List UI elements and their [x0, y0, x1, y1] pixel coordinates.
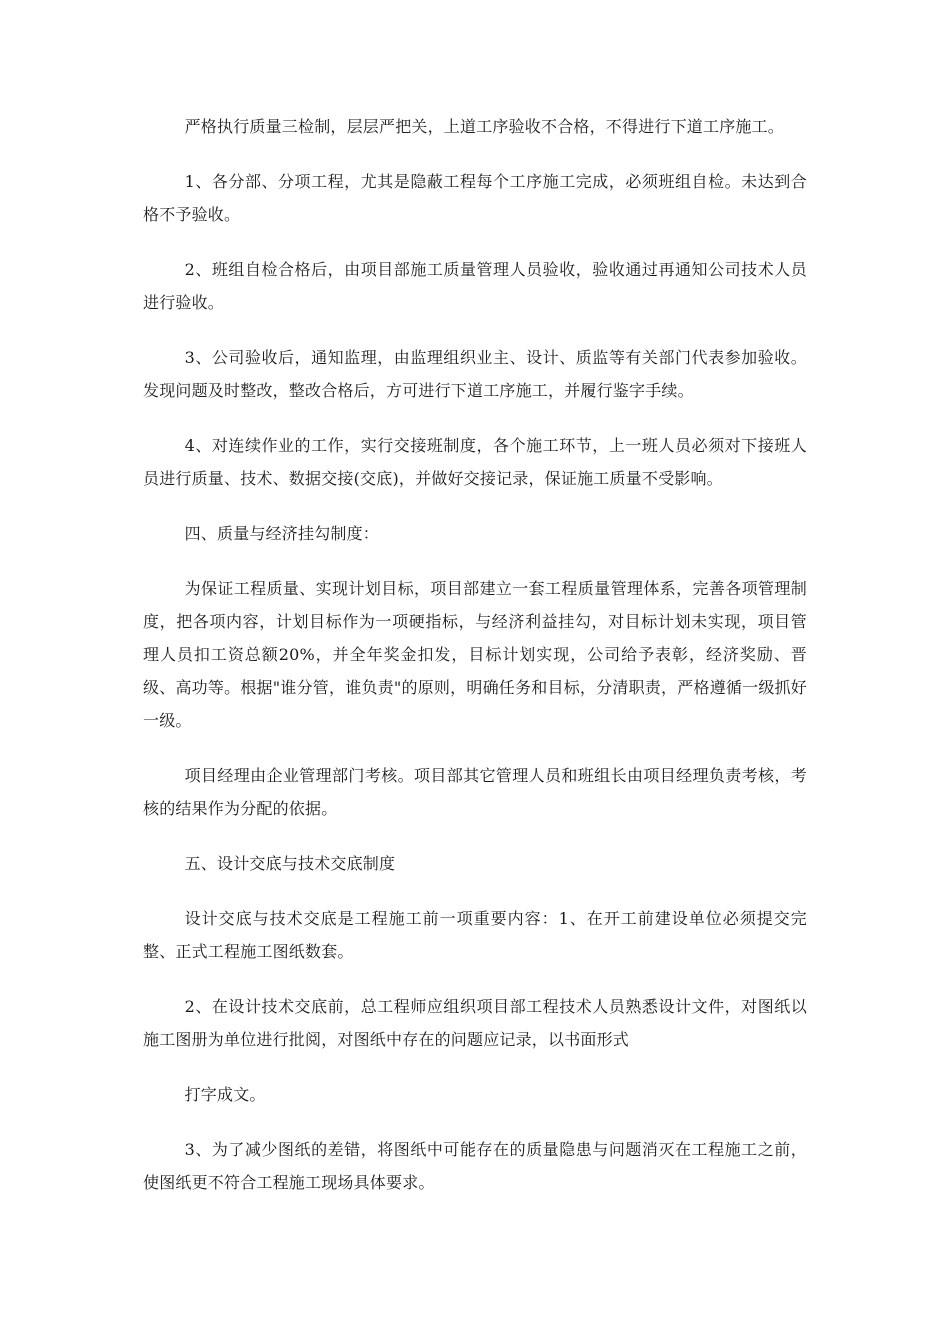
paragraph-assessment: 项目经理由企业管理部门考核。项目部其它管理人员和班组长由项目经理负责考核，考核的结果作为分配的依据。	[143, 766, 807, 818]
paragraph-design-item-2: 2、在设计技术交底前，总工程师应组织项目部工程技术人员熟悉设计文件，对图纸以施工图册为单位进行批阅，对图纸中存在的问题应记录，以书面形式	[143, 997, 807, 1049]
paragraph-item-4: 4、对连续作业的工作，实行交接班制度，各个施工环节，上一班人员必须对下接班人员进行质量、技术、数据交接(交底)，并做好交接记录，保证施工质量不受影响。	[143, 436, 807, 488]
paragraph-item-3: 3、公司验收后，通知监理，由监理组织业主、设计、质监等有关部门代表参加验收。发现问题及时整改，整改合格后，方可进行下道工序施工，并履行鉴字手续。	[143, 348, 807, 400]
paragraph-design-item-3: 3、为了减少图纸的差错，将图纸中可能存在的质量隐患与问题消灭在工程施工之前，使图纸更不符合工程施工现场具体要求。	[143, 1140, 807, 1192]
paragraph-quality-inspection: 严格执行质量三检制，层层严把关，上道工序验收不合格，不得进行下道工序施工。	[184, 117, 784, 136]
section-heading-4: 四、质量与经济挂勾制度：	[184, 524, 379, 543]
section-heading-5: 五、设计交底与技术交底制度	[184, 854, 396, 873]
paragraph-typed-text: 打字成文。	[184, 1085, 266, 1104]
paragraph-item-2: 2、班组自检合格后，由项目部施工质量管理人员验收，验收通过再通知公司技术人员进行验收。	[143, 260, 807, 312]
paragraph-design-disclosure: 设计交底与技术交底是工程施工前一项重要内容：1、在开工前建设单位必须提交完整、正式工程施工图纸数套。	[143, 909, 807, 961]
paragraph-item-1: 1、各分部、分项工程，尤其是隐蔽工程每个工序施工完成，必须班组自检。未达到合格不予验收。	[143, 172, 807, 224]
document-body	[143, 110, 807, 1221]
paragraph-economic-linkage: 为保证工程质量、实现计划目标，项目部建立一套工程质量管理体系，完善各项管理制度，把各项内容，计划目标作为一项硬指标，与经济利益挂勾，对目标计划未实现，项目管理人员扣工资总额20%，并全年奖金扣发，目标计划实现，公司给予表彰，经济奖励、晋级、高功等。根据"谁分管，谁负责"的原则，明确任务和目标，分清职责，严格遵循一级抓好一级。	[143, 579, 807, 730]
